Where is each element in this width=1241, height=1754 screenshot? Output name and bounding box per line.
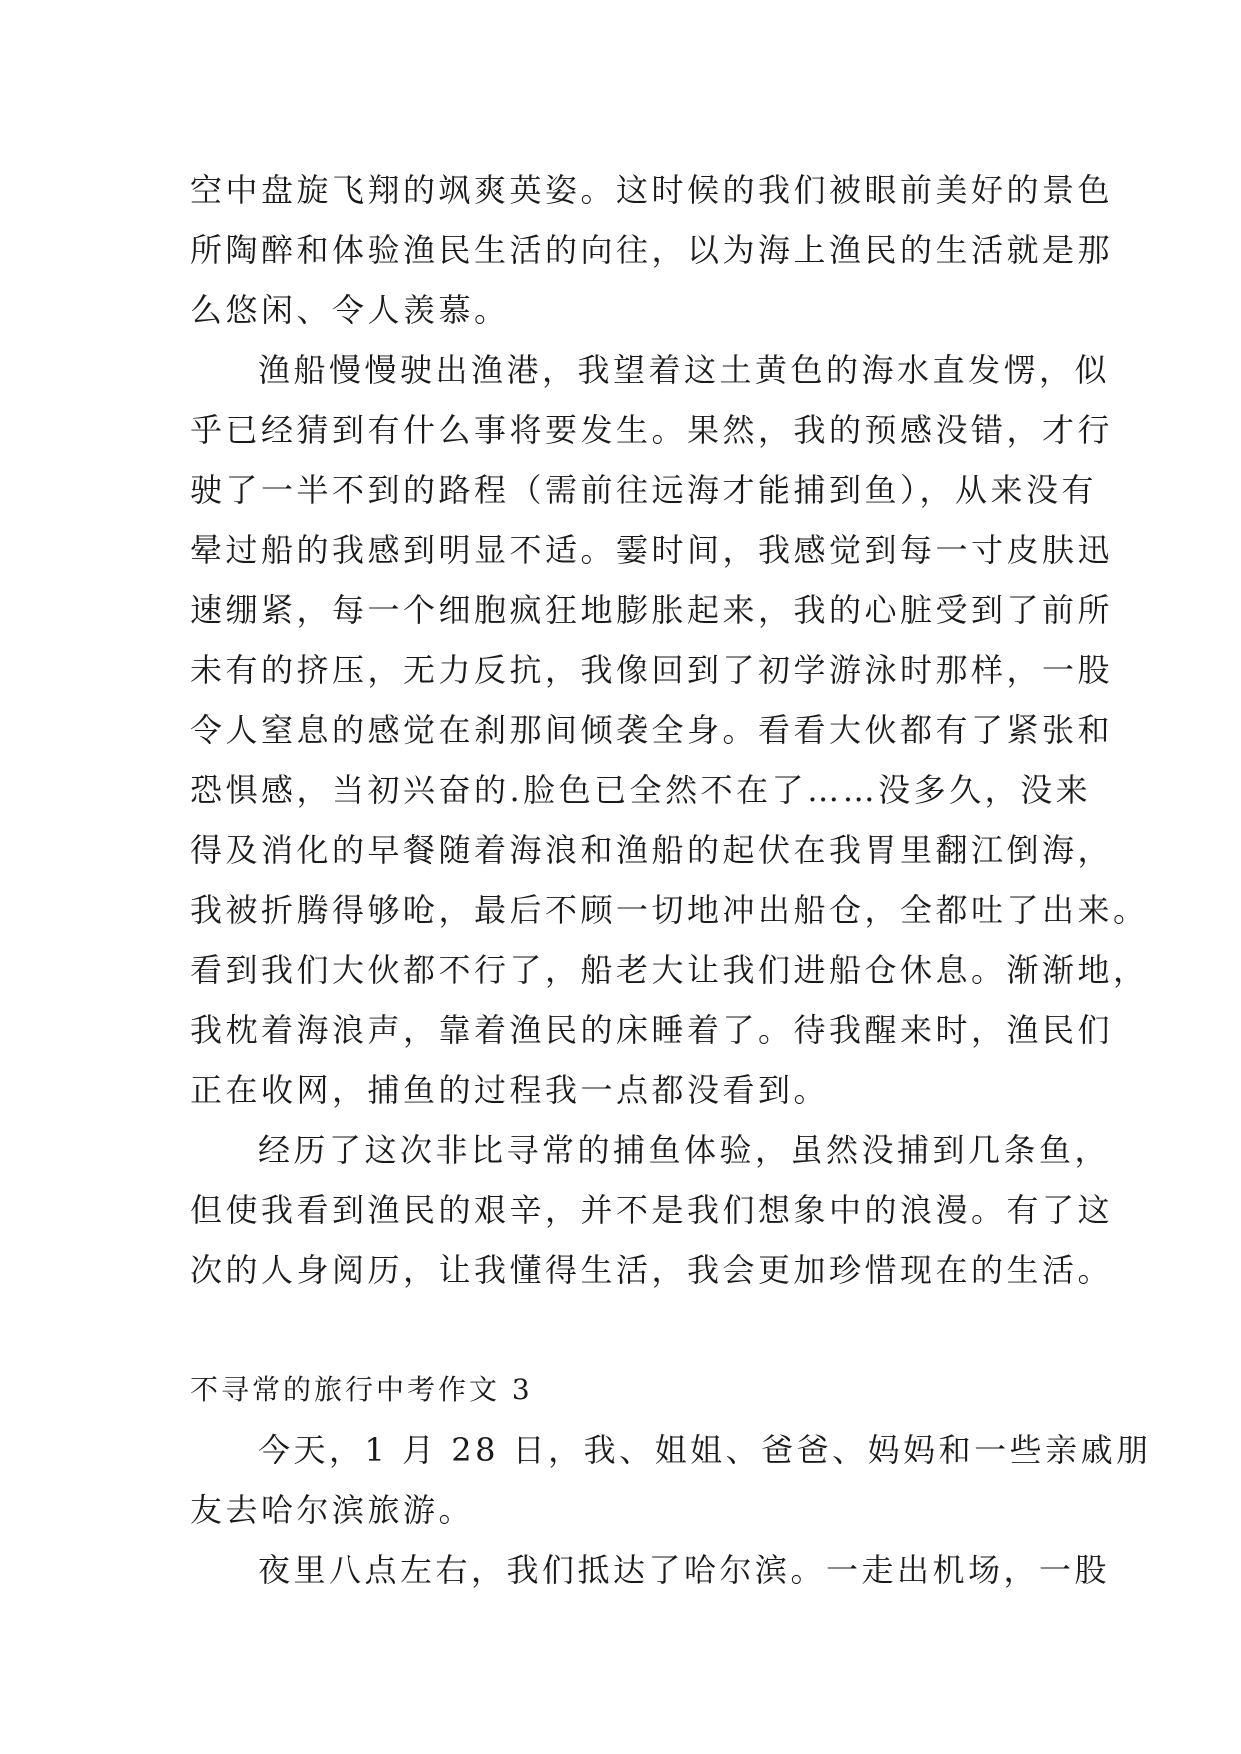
text-line: 次的人身阅历，让我懂得生活，我会更加珍惜现在的生活。 (190, 1251, 1114, 1289)
text-line: 驶了一半不到的路程（需前往远海才能捕到鱼），从来没有 (190, 471, 1098, 509)
section-paragraph-2 (190, 1540, 1111, 1600)
text-line: 乎已经猜到有什么事将要发生。果然，我的预感没错，才行 (190, 411, 1114, 449)
text-line: 未有的挤压，无力反抗，我像回到了初学游泳时那样，一股 (190, 651, 1114, 689)
text-line: 得及消化的早餐随着海浪和渔船的起伏在我胃里翻江倒海， (190, 831, 1114, 869)
text-line: 所陶醉和体验渔民生活的向往，以为海上渔民的生活就是那 (190, 231, 1114, 269)
text-line: 速绷紧，每一个细胞疯狂地膨胀起来，我的心脏受到了前所 (190, 591, 1114, 629)
text-line: 看到我们大伙都不行了，船老大让我们进船仓休息。渐渐地， (190, 951, 1149, 989)
paragraph-2 (190, 340, 1149, 1120)
text-line: 恐惧感，当初兴奋的.脸色已全然不在了……没多久，没来 (190, 771, 1092, 809)
text-line: 么悠闲、令人羡慕。 (190, 291, 510, 329)
paragraph-1 (190, 160, 1114, 340)
text-line: 我枕着海浪声，靠着渔民的床睡着了。待我醒来时，渔民们 (190, 1011, 1114, 1049)
text-line: 正在收网，捕鱼的过程我一点都没看到。 (190, 1071, 830, 1109)
text-line: 空中盘旋飞翔的飒爽英姿。这时候的我们被眼前美好的景色 (190, 171, 1114, 209)
text-line: 经历了这次非比寻常的捕鱼体验，虽然没捕到几条鱼， (258, 1131, 1111, 1169)
text-line: 令人窒息的感觉在刹那间倾袭全身。看看大伙都有了紧张和 (190, 711, 1114, 749)
section-paragraph-1 (190, 1420, 1152, 1540)
text-line: 渔船慢慢驶出渔港，我望着这土黄色的海水直发愣，似 (258, 351, 1111, 389)
text-line: 友去哈尔滨旅游。 (190, 1491, 475, 1529)
paragraph-3 (190, 1120, 1114, 1300)
document-body (190, 160, 1152, 1600)
section-title: 不寻常的旅行中考作文 3 (190, 1373, 533, 1406)
text-line: 我被折腾得够呛，最后不顾一切地冲出船仓，全都吐了出来。 (190, 891, 1149, 929)
text-line: 今天，1 月 28 日，我、姐姐、爸爸、妈妈和一些亲戚朋 (258, 1431, 1152, 1469)
section-spacer (190, 1300, 1060, 1360)
text-line: 晕过船的我感到明显不适。霎时间，我感觉到每一寸皮肤迅 (190, 531, 1114, 569)
text-line: 夜里八点左右，我们抵达了哈尔滨。一走出机场，一股 (258, 1551, 1111, 1589)
text-line: 但使我看到渔民的艰辛，并不是我们想象中的浪漫。有了这 (190, 1191, 1114, 1229)
